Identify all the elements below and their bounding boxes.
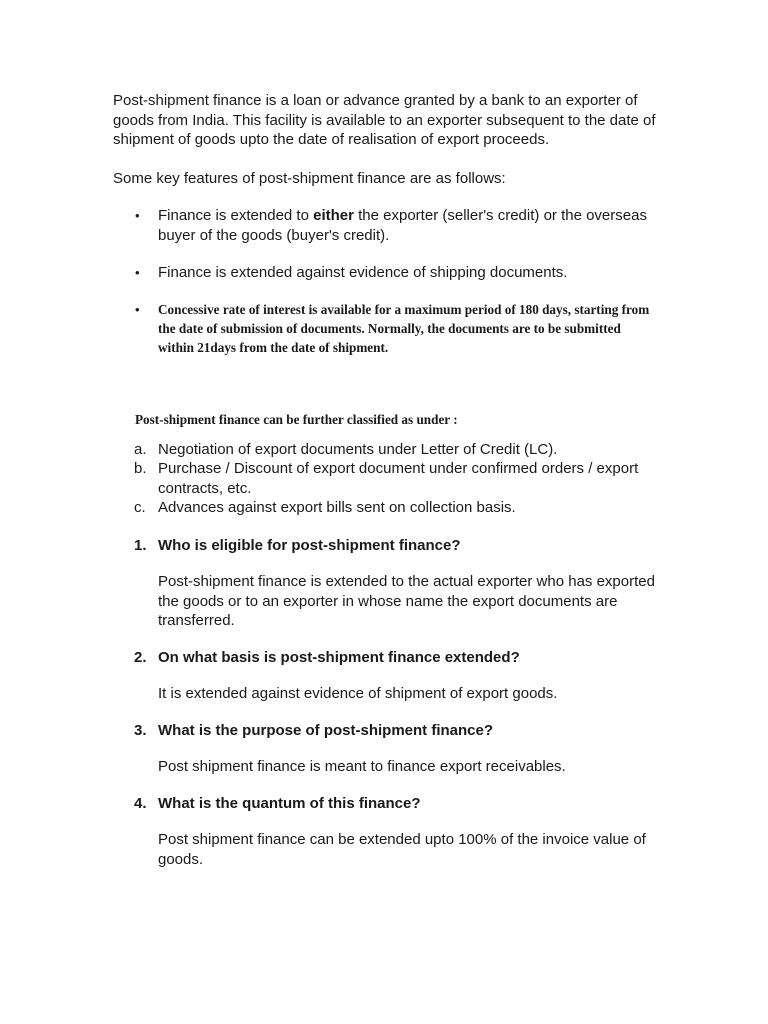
classification-heading: Post-shipment finance can be further classified as under :	[135, 411, 458, 427]
intro-paragraph: Post-shipment finance is a loan or advance granted by a bank to an exporter of goods from India. This facility is available to an exporter subsequent to the date of shipment of goods upto the date of realisation of export proceeds.	[113, 92, 656, 148]
bullet-icon: •	[135, 208, 140, 223]
faq-question	[113, 794, 658, 814]
faq-question	[113, 536, 658, 556]
list-item	[113, 263, 658, 283]
features-lead: Some key features of post-shipment finance are as follows:	[113, 169, 506, 187]
bullet-icon: •	[135, 265, 140, 280]
bullet-text: Concessive rate of interest is available for a maximum period of 180 days, starting from the date of submission of documents. Normally, the documents are to be submitted within 21days from the date of shipment.	[158, 301, 650, 355]
question-text: What is the purpose of post-shipment finance?	[158, 721, 494, 739]
question-number: 1.	[134, 536, 147, 554]
question-number: 4.	[134, 794, 147, 812]
list-text: Purchase / Discount of export document under confirmed orders / export contracts, etc.	[158, 460, 639, 497]
list-marker: c.	[134, 499, 146, 516]
list-text: Advances against export bills sent on collection basis.	[158, 499, 516, 516]
list-item	[113, 459, 658, 498]
faq-question	[113, 721, 658, 741]
question-text: What is the quantum of this finance?	[158, 794, 421, 812]
list-marker: a.	[134, 440, 147, 458]
bullet-emphasis: either	[313, 207, 354, 224]
classification-list	[113, 440, 658, 518]
question-text: Who is eligible for post-shipment finance?	[158, 536, 461, 554]
faq-answer: It is extended against evidence of shipment of export goods.	[158, 685, 558, 702]
features-list	[113, 206, 658, 357]
list-text: Negotiation of export documents under Letter of Credit (LC).	[158, 440, 558, 458]
faq-answer: Post shipment finance is meant to finance export receivables.	[158, 758, 566, 775]
question-number: 3.	[134, 721, 147, 739]
faq-answer: Post-shipment finance is extended to the actual exporter who has exported the goods or to an exporter in whose name the export documents are transferred.	[158, 573, 655, 629]
question-text: On what basis is post-shipment finance extended?	[158, 648, 520, 666]
bullet-icon: •	[135, 301, 140, 317]
document-page	[113, 91, 658, 886]
bullet-text: the exporter (seller's credit) or the overseas buyer of the goods (buyer's credit).	[158, 207, 647, 244]
question-number: 2.	[134, 648, 147, 666]
list-item	[113, 300, 658, 357]
list-item	[113, 206, 658, 245]
faq-question	[113, 648, 658, 668]
list-item	[113, 498, 658, 518]
bullet-text: Finance is extended to	[158, 207, 314, 224]
faq-answer: Post shipment finance can be extended upto 100% of the invoice value of goods.	[158, 831, 646, 868]
list-item	[113, 440, 658, 460]
list-marker: b.	[134, 460, 147, 477]
bullet-text: Finance is extended against evidence of shipping documents.	[158, 264, 568, 281]
